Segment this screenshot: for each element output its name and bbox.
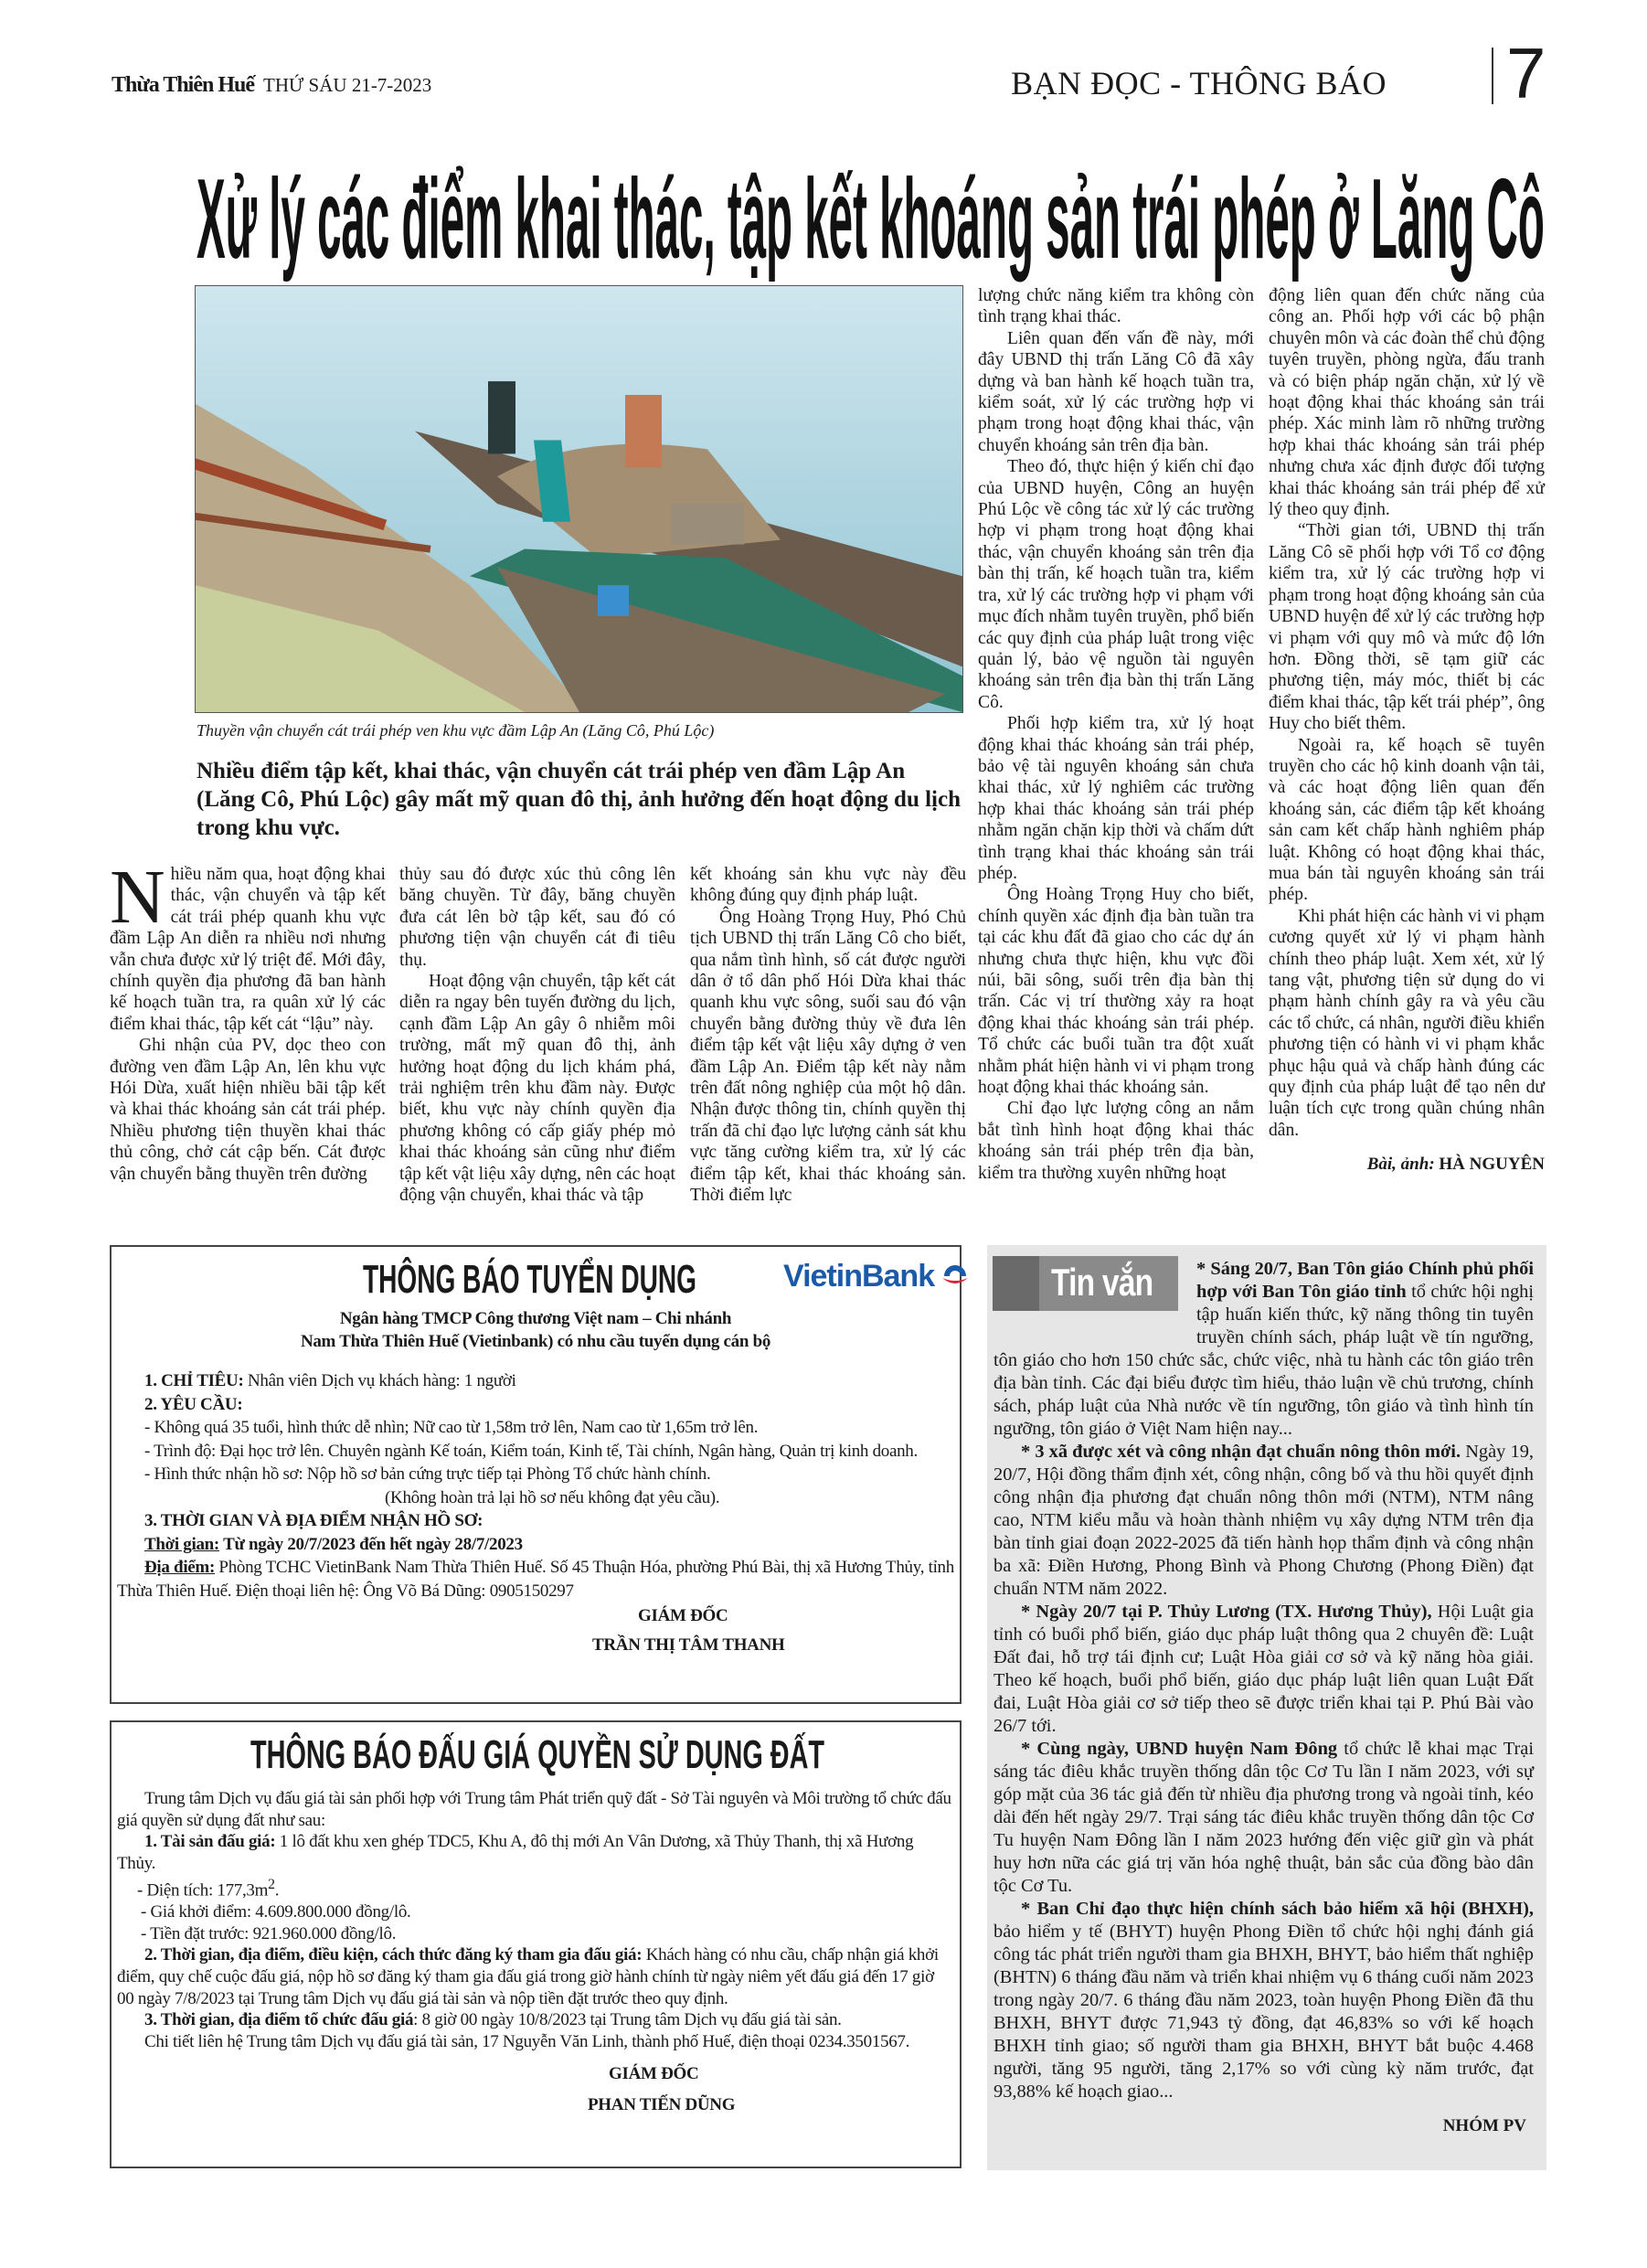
paragraph-text: Ông Hoàng Trọng Huy cho biết, chính quyền xác định địa bàn tuần tra tại các khu đất đã giao cho các dự án nhưng chưa thực hiện, khu vực đồi núi, bãi sông, suối trên địa bàn thị trấn. Các vị trí thường xảy ra hoạt động khai thác khoáng sản trái phép. Tổ chức các buổi tuần tra đột xuất nhằm phát hiện hành vi vi phạm trong hoạt động khai thác khoáng sản. <box>978 885 1254 1098</box>
subtitle-line: Nam Thừa Thiên Huế (Vietinbank) có nhu cầu tuyển dụng cán bộ <box>300 1332 771 1351</box>
paragraph-text: “Thời gian tới, UBND thị trấn Lăng Cô sẽ phối hợp với Tổ cơ động kiểm tra, xử lý các trường hợp vi phạm trong hoạt động khoáng sản của UBND huyện để xử lý các trường hợp vi phạm với quy mô và mức độ lớn hơn. Đồng thời, sẽ tạm giữ các phương tiện, máy móc, thiết bị các điểm khai thác, tập kết trái phép”, ông Huy cho biết thêm. <box>1269 521 1545 734</box>
paragraph-text: Phối hợp kiểm tra, xử lý hoạt động khai thác khoáng sản trái phép, bảo vệ tài nguyên khoáng sản chưa khai thác, xử lý nghiêm các trường hợp khai thác khoáng sản trái phép nhằm ngăn chặn kịp thời và chấm dứt tình trạng khai thác khoáng sản trái phép. <box>978 714 1254 883</box>
news-brief-item-text: tổ chức hội nghị tập huấn kiến thức, kỹ năng thông tin tuyên truyền chính sách, pháp luật về tín ngưỡng, tôn giáo cho hơn 150 chức sắc, chức việc, nhà tu hành các tôn giáo trên địa bàn tỉnh. Các đại biểu được tìm hiểu, thảo luận về chủ trương, chính sách, pháp luật của Nhà nước về tín ngưỡng, tôn giáo và tình hình tín ngưỡng, tôn giáo ở Việt Nam hiện nay... <box>994 1282 1534 1439</box>
signer-title: GIÁM ĐỐC <box>609 2064 699 2084</box>
article-paragraph <box>978 1098 1254 1184</box>
news-brief-item-lead: * Ngày 20/7 tại P. Thủy Lương (TX. Hương Thủy), <box>1021 1602 1432 1622</box>
article-paragraph <box>978 285 1254 328</box>
paragraph-text: Chỉ đạo lực lượng công an nắm bắt tình hình hoạt động khai thác khoáng sản trái phép trên địa bàn, kiểm tra thường xuyên những hoạt <box>978 1099 1254 1183</box>
requirement: - Trình độ: Đại học trở lên. Chuyên ngành Kế toán, Kiểm toán, Kinh tế, Tài chính, Ngân hàng, Quản trị kinh doanh. <box>144 1441 918 1461</box>
recruitment-title <box>363 1258 696 1302</box>
text: : 8 giờ 00 ngày 10/8/2023 tại Trung tâm Dịch vụ đấu giá tài sản. <box>413 2010 842 2030</box>
paragraph-text: Liên quan đến vấn đề này, mới đây UBND thị trấn Lăng Cô đã xây dựng và ban hành kế hoạch tuần tra, kiểm soát, xử lý các trường hợp vi phạm trong hoạt động khai thác, vận chuyển khoáng sản trên địa bàn. <box>978 328 1254 455</box>
divider <box>1492 48 1493 104</box>
vietinbank-logo-icon <box>939 1258 972 1291</box>
news-brief-panel <box>987 1245 1546 2170</box>
paragraph-text: Ngoài ra, kế hoạch sẽ tuyên truyền cho các hộ kinh doanh vận tải, và các hoạt động liên quan đến khoáng sản, các điểm tập kết khoáng sản cam kết chấp hành nghiêm pháp luật. Không có hoạt động khai thác, mua bán tài nguyên khoáng sản trái phép. <box>1269 735 1545 905</box>
recruitment-header <box>117 1258 954 1307</box>
news-brief-signature: NHÓM PV <box>1442 2116 1526 2135</box>
news-brief-item-lead: * 3 xã được xét và công nhận đạt chuẩn nông thôn mới. <box>1021 1442 1461 1462</box>
label: 3. THỜI GIAN VÀ ĐỊA ĐIỂM NHẬN HỒ SƠ: <box>144 1511 483 1530</box>
auction-notice <box>110 1720 962 2168</box>
requirement-note: (Không hoàn trả lại hồ sơ nếu không đạt yêu cầu). <box>385 1487 720 1507</box>
paragraph-text: Theo đó, thực hiện ý kiến chỉ đạo của UBND huyện, Công an huyện Phú Lộc về công tác xử lý các trường hợp vi phạm trong hoạt động khai thác, vận chuyển khoáng sản trên địa bàn thị trấn, kế hoạch tuần tra, kiểm tra, xử lý các trường hợp vi phạm với mục đích nhằm tuyên truyền, phổ biến các quy định của pháp luật trong việc quản lý, bảo vệ nguồn tài nguyên khoáng sản trên địa bàn thị trấn Lăng Cô. <box>978 457 1255 712</box>
auction-body <box>117 1788 954 2116</box>
article-paragraph <box>1269 735 1545 906</box>
paragraph-text: Ông Hoàng Trọng Huy, Phó Chủ tịch UBND thị trấn Lăng Cô cho biết, qua nắm tình hình, số cát được người dân ở tổ dân phố Hói Dừa khai thác quanh khu vực sông, suối sau đó vận chuyển bằng đường thủy về đưa lên điểm tập kết vật liệu xây dựng ở ven đầm Lập An. Điểm tập kết này nằm trên đất nông nghiệp của một hộ dân. Nhận được thông tin, chính quyền thị trấn đã chỉ đạo lực lượng cảnh sát khu vực tăng cường kiểm tra, xử lý các điểm tập kết, khai thác khoáng sản. Thời điểm lực <box>690 907 966 1206</box>
news-brief-item-text: bảo hiểm y tế (BHYT) huyện Phong Điền tổ chức hội nghị đánh giá công tác phát triển người tham gia BHXH, BHYT, bảo hiểm thất nghiệp (BHTN) 6 tháng đầu năm và triển khai nhiệm vụ 6 tháng cuối năm 2023 trong ngày 20/7. 6 tháng đầu năm 2023, toàn huyện Phong Điền đã thu BHXH, BHYT được 71,943 tỷ đồng, đạt 46,83% so với kế hoạch BHXH tỉnh giao; số người tham gia BHXH, BHYT bắt buộc 4.468 người, tăng 95 người, tăng 2,17% so với cùng kỳ năm trước, đạt 93,88% kế hoạch giao... <box>994 1922 1534 2102</box>
signer-name: TRẦN THỊ TÂM THANH <box>592 1634 785 1655</box>
article-paragraph <box>690 864 966 907</box>
requirements-heading <box>117 1393 954 1417</box>
paragraph-text: kết khoáng sản khu vực này đều không đúng quy định pháp luật. <box>690 865 966 906</box>
contact: Chi tiết liên hệ Trung tâm Dịch vụ đấu giá tài sản, 17 Nguyễn Văn Linh, thành phố Huế, điện thoại 0234.3501567. <box>144 2031 910 2051</box>
auction-title-text: THÔNG BÁO ĐẤU GIÁ QUYỀN SỬ DỤNG ĐẤT <box>250 1732 825 1777</box>
time-place-heading <box>117 1509 954 1533</box>
article-lead: Nhiều điểm tập kết, khai thác, vận chuyển cát trái phép ven đầm Lập An (Lăng Cô, Phú Lộc) gây mất mỹ quan đô thị, ảnh hưởng đến hoạt động du lịch trong khu vực. <box>197 759 961 840</box>
article-paragraph <box>1269 285 1545 520</box>
vietinbank-logo <box>783 1258 972 1294</box>
section-name: BẠN ĐỌC - THÔNG BÁO <box>1011 65 1387 101</box>
auction-title <box>250 1733 824 1777</box>
label: 1. Tài sản đấu giá: <box>144 1832 276 1852</box>
text: Khách hàng có nhu cầu, chấp nhận giá khởi điểm, quy chế cuộc đấu giá, nộp hồ sơ đăng ký tham gia đấu giá trong giờ hành chính từ ngày niêm yết đấu giá đến 17 giờ 00 ngày 7/8/2023 tại Trung tâm Dịch vụ đấu giá tài sản và nộp tiền đặt trước theo quy định. <box>117 1945 939 2008</box>
text: 1 lô đất khu xen ghép TDC5, Khu A, đô thị mới An Vân Dương, xã Thủy Thanh, thị xã Hương Thủy. <box>117 1832 914 1873</box>
news-brief-item <box>994 1441 1534 1601</box>
requirement: - Không quá 35 tuổi, hình thức dễ nhìn; Nữ cao từ 1,58m trở lên, Nam cao từ 1,65m trở lên. <box>144 1418 759 1437</box>
article-paragraph <box>1269 906 1545 1141</box>
news-brief-item <box>994 1601 1534 1738</box>
recruitment-body <box>117 1369 954 1656</box>
news-brief-items <box>994 1258 1534 2103</box>
news-brief-item <box>994 1738 1534 1898</box>
intro: Trung tâm Dịch vụ đấu giá tài sản phối hợp với Trung tâm Phát triển quỹ đất - Sở Tài nguyên và Môi trường tổ chức đấu giá quyền sử dụng đất như sau: <box>117 1789 951 1830</box>
article-paragraph <box>399 971 675 1206</box>
article-column-4 <box>978 285 1254 1184</box>
masthead <box>112 73 431 98</box>
paragraph-text: lượng chức năng kiểm tra không còn tình trạng khai thác. <box>978 286 1254 327</box>
news-brief-item-text: Hội Luật gia tỉnh có buổi phổ biến, giáo dục pháp luật thông qua 2 chuyên đề: Luật Đất đai, hỗ trợ tái định cư; Luật Hòa giải cơ sở và kỹ năng hòa giải. Theo kế hoạch, buổi phổ biến, giáo dục pháp luật liên quan Luật Đất đai, Luật Hòa giải cơ sở tiếp theo sẽ được triển khai tại P. Phú Bài vào 26/7 tới. <box>994 1602 1535 1736</box>
news-brief-item-lead: * Cùng ngày, UBND huyện Nam Đông <box>1021 1739 1338 1759</box>
article-column-5-text <box>1269 285 1545 1141</box>
headline <box>197 156 1545 282</box>
deposit: - Tiền đặt trước: 921.960.000 đồng/lô. <box>141 1923 397 1943</box>
byline <box>1269 1154 1545 1175</box>
article-column-1 <box>110 855 386 1185</box>
text: - Diện tích: 177,3m <box>137 1880 269 1901</box>
area: - Diện tích: $177,3m^2$. <box>137 1877 280 1901</box>
item-1 <box>117 1831 954 1874</box>
label: 2. YÊU CẦU: <box>144 1394 243 1414</box>
time <box>117 1533 954 1557</box>
drop-cap: N <box>110 855 165 940</box>
article-paragraph <box>690 907 966 1207</box>
article-paragraph <box>978 884 1254 1098</box>
article-column-5 <box>1269 285 1545 1176</box>
place <box>117 1556 954 1603</box>
recruitment-title-text: THÔNG BÁO TUYỂN DỤNG <box>363 1257 696 1302</box>
label: Thời gian: <box>144 1534 219 1554</box>
article-paragraph <box>399 864 675 971</box>
article-paragraph <box>1269 520 1545 734</box>
article-paragraph <box>978 456 1254 713</box>
issue-date: THỨ SÁU 21-7-2023 <box>263 74 432 96</box>
logo-text: VietinBank <box>783 1259 935 1294</box>
text: Phòng TCHC VietinBank Nam Thừa Thiên Huế. Số 45 Thuận Hóa, phường Phú Bài, thị xã Hương Thủy, tỉnh Thừa Thiên Huế. Điện thoại liên hệ: Ông Võ Bá Dũng: 0905150297 <box>117 1558 954 1601</box>
requirement: - Hình thức nhận hồ sơ: Nộp hồ sơ bản cứng trực tiếp tại Phòng Tổ chức hành chính. <box>144 1464 711 1484</box>
article-column-2 <box>399 864 675 1207</box>
news-brief-item-lead: * Ban Chỉ đạo thực hiện chính sách bảo hiểm xã hội (BHXH), <box>1021 1899 1534 1919</box>
news-brief-label: Tin vắn <box>1051 1261 1153 1304</box>
subtitle-line: Ngân hàng TMCP Công thương Việt nam – Chi nhánh <box>339 1309 732 1328</box>
item-2 <box>117 1944 954 2009</box>
label: 3. Thời gian, địa điểm tổ chức đấu giá <box>144 2010 414 2030</box>
byline-author: HÀ NGUYÊN <box>1439 1155 1545 1175</box>
page-number: 7 <box>1506 33 1546 113</box>
starting-price: - Giá khởi điểm: 4.609.800.000 đồng/lô. <box>141 1902 411 1922</box>
item-3 <box>117 2009 954 2031</box>
article-paragraph <box>978 713 1254 884</box>
article-photo <box>195 285 963 713</box>
signer-title: GIÁM ĐỐC <box>638 1606 728 1625</box>
label: 1. CHỈ TIÊU: <box>144 1371 244 1390</box>
news-brief-item-text: Ngày 19, 20/7, Hội đồng thẩm định xét, công nhận, công bố và thu hồi quyết định công nhận địa phương đạt chuẩn nông thôn mới (NTM), NTM nâng cao, NTM kiểu mẫu và hoàn thành nhiệm vụ xây dựng NTM trên địa bàn tỉnh giai đoạn 2022-2025 đã tiến hành họp thẩm định và công nhận ba xã: Điền Hương, Phong Bình và Phong Chương (Phong Điền) đạt chuẩn NTM năm 2022. <box>994 1442 1534 1599</box>
text: Từ ngày 20/7/2023 đến hết ngày 28/7/2023 <box>218 1534 523 1554</box>
auction-header <box>117 1733 954 1783</box>
recruitment-notice <box>110 1245 962 1704</box>
signer-name: PHAN TIẾN DŨNG <box>588 2095 736 2115</box>
paragraph-text: thủy sau đó được xúc thủ công lên băng chuyền. Từ đây, băng chuyền đưa cát lên bờ tập kết, sau đó có phương tiện vận chuyển cát đi tiêu thụ. <box>399 865 675 970</box>
news-brief-badge <box>993 1256 1178 1311</box>
sand-boats-photo <box>196 286 962 712</box>
recruitment-subtitle <box>117 1307 954 1353</box>
headline-text: Xử lý các điểm khai thác, tập kết khoáng sản trái phép ở Lăng Cô <box>197 156 1545 282</box>
news-brief-item-text: tổ chức lễ khai mạc Trại sáng tác điêu khắc truyền thống dân tộc Cơ Tu lần I năm 2023, với sự góp mặt của 36 tác giả đến từ nhiều địa phương trong và ngoài tỉnh, kéo dài đến hết ngày 29/7. Trại sáng tác điêu khắc truyền thống dân tộc Cơ Tu huyện Nam Đông lần I năm 2023 hướng đến việc giữ gìn và phát huy hơn nữa các giá trị văn hóa nghệ thuật, bản sắc của đồng bào dân tộc Cơ Tu. <box>994 1739 1535 1896</box>
news-brief-item <box>994 1898 1534 2103</box>
superscript: 2 <box>268 1877 275 1893</box>
article-paragraph <box>978 328 1254 456</box>
paragraph-text: Khi phát hiện các hành vi vi phạm cương quyết xử lý vi phạm hành chính theo pháp luật. Xem xét, xử lý tang vật, phương tiện sử dụng do vi phạm hành chính gây ra và yêu cầu các tổ chức, cá nhân, người điều khiển phương tiện có hành vi vi phạm khắc phục hậu quả và chấp hành đúng các quy định của pháp luật để tạo nên dư luận tích cực trong quần chúng nhân dân. <box>1269 906 1545 1140</box>
paragraph-text: Hoạt động vận chuyển, tập kết cát diễn ra ngay bên tuyến đường du lịch, cạnh đầm Lập An gây ô nhiễm môi trường, mất mỹ quan đô thị, ảnh hưởng hoạt động du lịch khám phá, trải nghiệm trên khu đầm này. Được biết, khu vực này chính quyền địa phương không có cấp giấy phép mỏ khai thác khoáng sản cũng như điểm tập kết vật liệu xây dựng, nên các hoạt động vận chuyển, khai thác và tập <box>399 972 675 1206</box>
text: Nhân viên Dịch vụ khách hàng: 1 người <box>243 1371 516 1390</box>
paragraph-text: Ghi nhận của PV, dọc theo con đường ven đầm Lập An, lên khu vực Hói Dừa, xuất hiện nhiều bãi tập kết và khai thác khoáng sản cát trái phép. Nhiều phương tiện thuyền khai thác thủ công, chở cát cập bến. Cát được vận chuyển bằng thuyền trên đường <box>110 1036 386 1184</box>
paragraph-text: động liên quan đến chức năng của công an. Phối hợp với các bộ phận chuyên môn và các đoàn thể chủ động tuyên truyền, phòng ngừa, đấu tranh và có biện pháp ngăn chặn, xử lý về hoạt động khai thác khoáng sản trái phép. Xác minh làm rõ những trường hợp khai thác khoáng sản trái phép nhưng chưa xác định được đối tượng khai thác khoáng sản trái phép để xử lý theo quy định. <box>1269 286 1545 520</box>
article-paragraph <box>110 1035 386 1185</box>
photo-caption: Thuyền vận chuyển cát trái phép ven khu vực đầm Lập An (Lăng Cô, Phú Lộc) <box>197 721 715 740</box>
article-paragraph <box>110 855 386 1035</box>
badge-accent <box>993 1256 1039 1311</box>
quota <box>117 1369 954 1393</box>
newspaper-name: Thừa Thiên Huế <box>112 73 255 97</box>
label: Địa điểm: <box>144 1558 215 1577</box>
paragraph-text: hiều năm qua, hoạt động khai thác, vận chuyển và tập kết cát trái phép quanh khu vực đầm Lập An diễn ra nhiều nơi nhưng vẫn chưa được xử lý triệt để. Mới đây, chính quyền địa phương đã ban hành kế hoạch tuần tra, ra quân xử lý các điểm khai thác, tập kết cát “lậu” này. <box>110 865 386 1034</box>
label: 2. Thời gian, địa điểm, điều kiện, cách thức đăng ký tham gia đấu giá: <box>144 1945 643 1965</box>
news-brief-item-lead: * Sáng 20/7, Ban Tôn giáo Chính phủ phối hợp với Ban Tôn giáo tỉnh <box>1196 1259 1534 1302</box>
byline-label: Bài, ảnh: <box>1366 1155 1435 1175</box>
article-column-3 <box>690 864 966 1207</box>
